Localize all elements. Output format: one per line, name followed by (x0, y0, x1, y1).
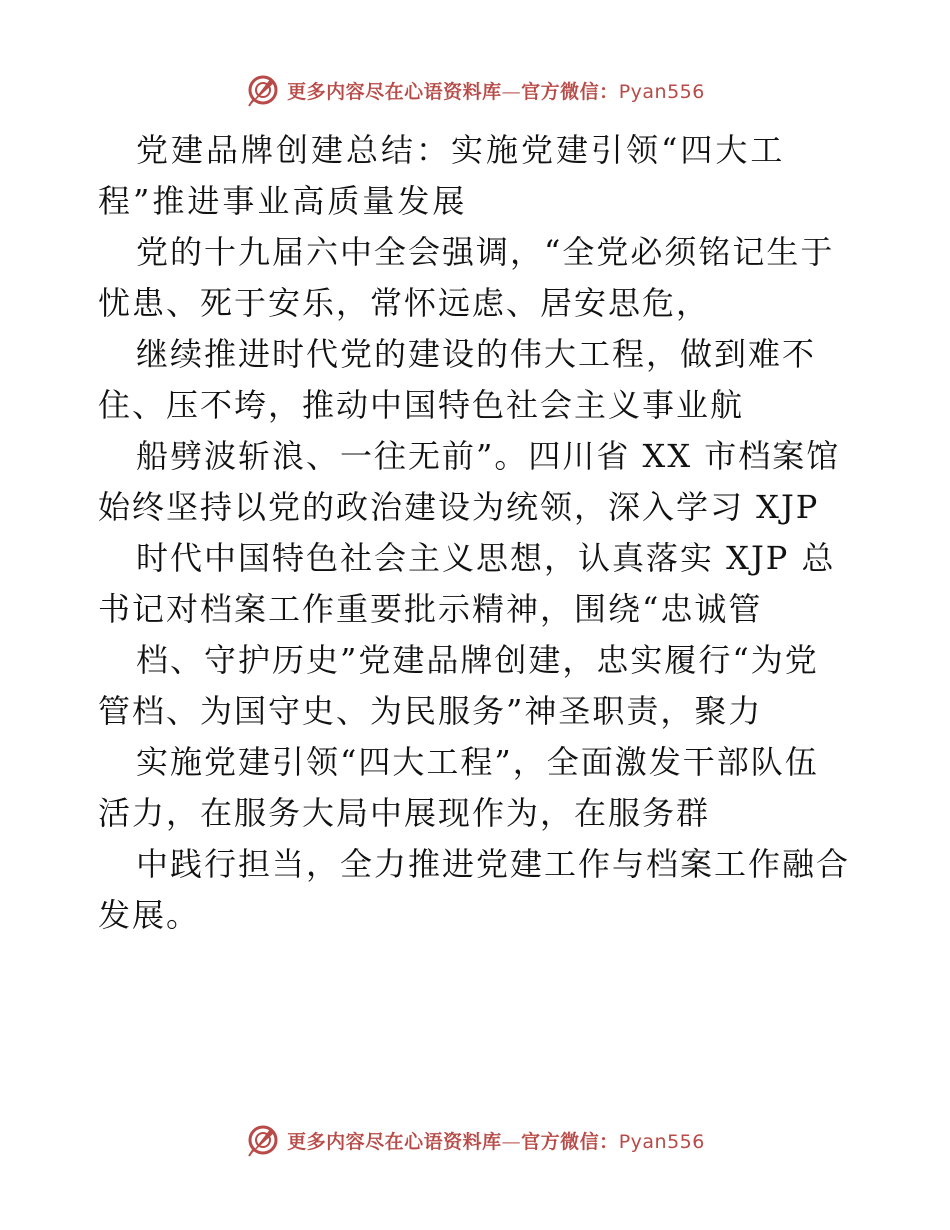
paragraph-line: 实施党建引领“四大工程”，全面激发干部队伍 (136, 743, 819, 781)
document-title-line-1: 党建品牌创建总结：实施党建引领“四大工 (136, 131, 786, 169)
watermark-text (287, 77, 705, 104)
watermark-official-text: 官方微信： (521, 1130, 619, 1153)
paragraph-line: 档、守护历史”党建品牌创建，忠实履行“为党 (136, 641, 819, 679)
paragraph-line: 书记对档案工作重要批示精神，围绕“忠诚管 (98, 590, 763, 628)
quill-circle-logo-icon (245, 1122, 281, 1158)
paragraph-line: 继续推进时代党的建设的伟大工程，做到难不 (136, 335, 817, 373)
watermark-wechat-id: Pyan556 (618, 80, 705, 103)
paragraph-line: 党的十九届六中全会强调，“全党必须铭记生于 (136, 233, 835, 271)
paragraph-line: 中践行担当，全力推进党建工作与档案工作融合 (136, 845, 851, 883)
watermark-separator: — (501, 80, 522, 103)
quill-circle-logo-icon (245, 72, 281, 108)
watermark-text (287, 1127, 705, 1154)
document-body (98, 125, 858, 941)
paragraph-line: 始终坚持以党的政治建设为统领，深入学习 XJP (98, 488, 820, 526)
paragraph-line: 船劈波斩浪、一往无前”。四川省 XX 市档案馆 (136, 437, 841, 475)
paragraph-line: 管档、为国守史、为民服务”神圣职责，聚力 (98, 692, 763, 730)
paragraph-line: 时代中国特色社会主义思想，认真落实 XJP 总 (136, 539, 836, 577)
watermark-main-text: 更多内容尽在心语资料库 (287, 80, 502, 103)
paragraph-line: 住、压不垮，推动中国特色社会主义事业航 (98, 386, 745, 424)
watermark-main-text: 更多内容尽在心语资料库 (287, 1130, 502, 1153)
document-title-line-2: 程”推进事业高质量发展 (98, 182, 468, 220)
paragraph-line: 忧患、死于安乐，常怀远虑、居安思危， (98, 284, 711, 322)
header-watermark (0, 70, 950, 110)
paragraph-line: 发展。 (98, 896, 201, 934)
watermark-wechat-id: Pyan556 (618, 1130, 705, 1153)
paragraph-line: 活力，在服务大局中展现作为，在服务群 (98, 794, 711, 832)
footer-watermark (0, 1120, 950, 1160)
watermark-separator: — (501, 1130, 522, 1153)
watermark-official-text: 官方微信： (521, 80, 619, 103)
